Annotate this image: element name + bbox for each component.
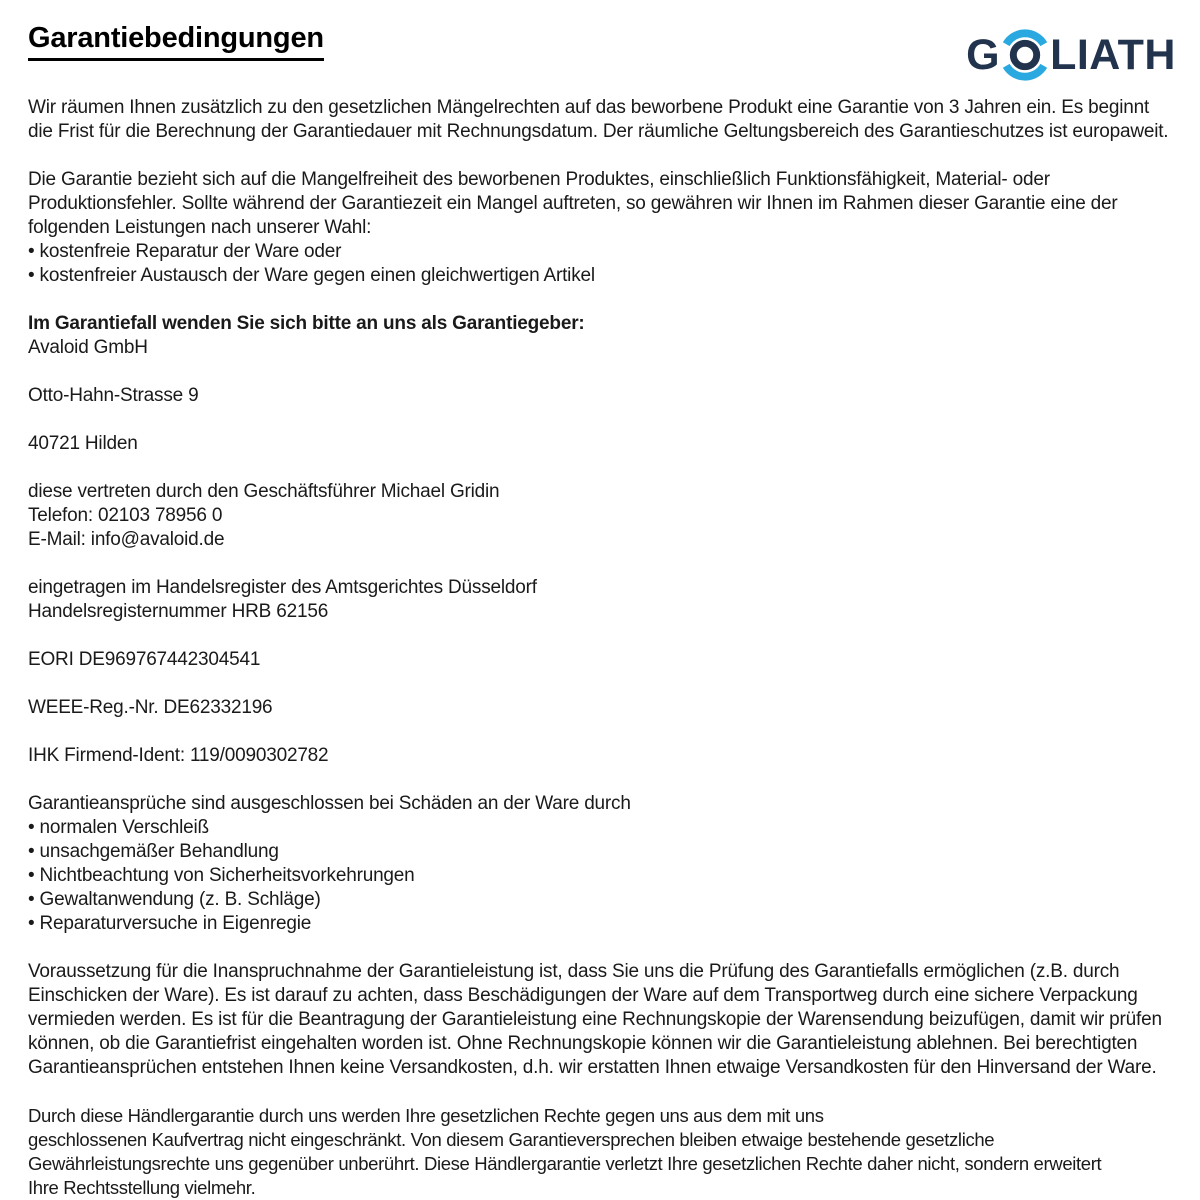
guarantor-email: E-Mail: info@avaloid.de — [28, 529, 225, 550]
legal-line: Ihre Rechtsstellung vielmehr. — [28, 1177, 256, 1198]
warranty-scope-block — [28, 168, 1174, 288]
list-item: • kostenfreie Reparatur der Ware oder — [28, 241, 342, 262]
document-body — [28, 96, 1174, 1200]
ihk-ident: IHK Firmend-Ident: 119/0090302782 — [28, 745, 329, 766]
guarantor-heading: Im Garantiefall wenden Sie sich bitte an uns als Garantiegeber: — [28, 313, 585, 334]
list-item: • unsachgemäßer Behandlung — [28, 841, 279, 862]
list-item: • Nichtbeachtung von Sicherheitsvorkehrungen — [28, 865, 415, 886]
guarantor-city: 40721 Hilden — [28, 433, 138, 454]
list-item: • normalen Verschleiß — [28, 817, 209, 838]
exclusions-list — [28, 816, 1174, 936]
logo-letters-liath: LIATH — [1050, 30, 1176, 79]
goliath-logo — [966, 20, 1176, 90]
logo-o-arcs-icon — [999, 29, 1051, 81]
list-item: • Gewaltanwendung (z. B. Schläge) — [28, 889, 321, 910]
guarantor-representative: diese vertreten durch den Geschäftsführer Michael Gridin — [28, 481, 500, 502]
legal-line: Durch diese Händlergarantie durch uns werden Ihre gesetzlichen Rechte gegen uns aus dem mit uns — [28, 1105, 824, 1126]
register-number: Handelsregisternummer HRB 62156 — [28, 601, 329, 622]
exclusions-block — [28, 792, 1174, 936]
legal-line: geschlossenen Kaufvertrag nicht eingeschränkt. Von diesem Garantieversprechen bleiben etwaige bestehende gesetzliche — [28, 1129, 995, 1150]
guarantor-street: Otto-Hahn-Strasse 9 — [28, 385, 199, 406]
guarantor-block — [28, 312, 1174, 768]
legal-rights-paragraph — [28, 1104, 1174, 1200]
eori-number: EORI DE969767442304541 — [28, 649, 261, 670]
legal-line: Gewährleistungsrechte uns gegenüber unberührt. Diese Händlergarantie verletzt Ihre gesetzlichen Rechte daher nicht, sondern erweitert — [28, 1153, 1102, 1174]
conditions-paragraph: Voraussetzung für die Inanspruchnahme der Garantieleistung ist, dass Sie uns die Prüfung des Garantiefalls ermöglichen (z.B. durch Einschicken der Ware). Es ist darauf zu achten, dass Beschädigungen der Ware auf dem Transportweg durch eine sichere Verpackung vermieden werden. Es ist für die Beantragung der Garantieleistung eine Rechnungskopie der Warensendung beizufügen, damit wir prüfen können, ob die Garantiefrist eingehalten worden ist. Ohne Rechnungskopie können wir die Garantieleistung ablehnen. Bei berechtigten Garantieansprüchen entstehen Ihnen keine Versandkosten, d.h. wir erstatten Ihnen etwaige Versandkosten für den Hinversand der Ware. — [28, 961, 1162, 1078]
list-item: • Reparaturversuche in Eigenregie — [28, 913, 312, 934]
guarantor-company: Avaloid GmbH — [28, 337, 148, 358]
guarantor-phone: Telefon: 02103 78956 0 — [28, 505, 223, 526]
intro-paragraph-2: Die Garantie bezieht sich auf die Mangelfreiheit des beworbenen Produktes, einschließlich Funktionsfähigkeit, Material- oder Produktionsfehler. Sollte während der Garantiezeit ein Mangel auftreten, so gewähren wir Ihnen im Rahmen dieser Garantie eine der folgenden Leistungen nach unserer Wahl: — [28, 169, 1118, 238]
document-header — [28, 20, 1174, 96]
logo-letter-g: G — [966, 30, 1001, 79]
weee-number: WEEE-Reg.-Nr. DE62332196 — [28, 697, 273, 718]
intro-paragraph-1: Wir räumen Ihnen zusätzlich zu den gesetzlichen Mängelrechten auf das beworbene Produkt eine Garantie von 3 Jahren ein. Es beginnt die Frist für die Berechnung der Garantiedauer mit Rechnungsdatum. Der räumliche Geltungsbereich des Garantieschutzes ist europaweit. — [28, 97, 1169, 142]
warranty-options-list — [28, 240, 1174, 288]
register-court: eingetragen im Handelsregister des Amtsgerichtes Düsseldorf — [28, 577, 537, 598]
exclusions-intro: Garantieansprüche sind ausgeschlossen bei Schäden an der Ware durch — [28, 793, 631, 814]
page-title: Garantiebedingungen — [28, 22, 324, 61]
list-item: • kostenfreier Austausch der Ware gegen einen gleichwertigen Artikel — [28, 265, 595, 286]
